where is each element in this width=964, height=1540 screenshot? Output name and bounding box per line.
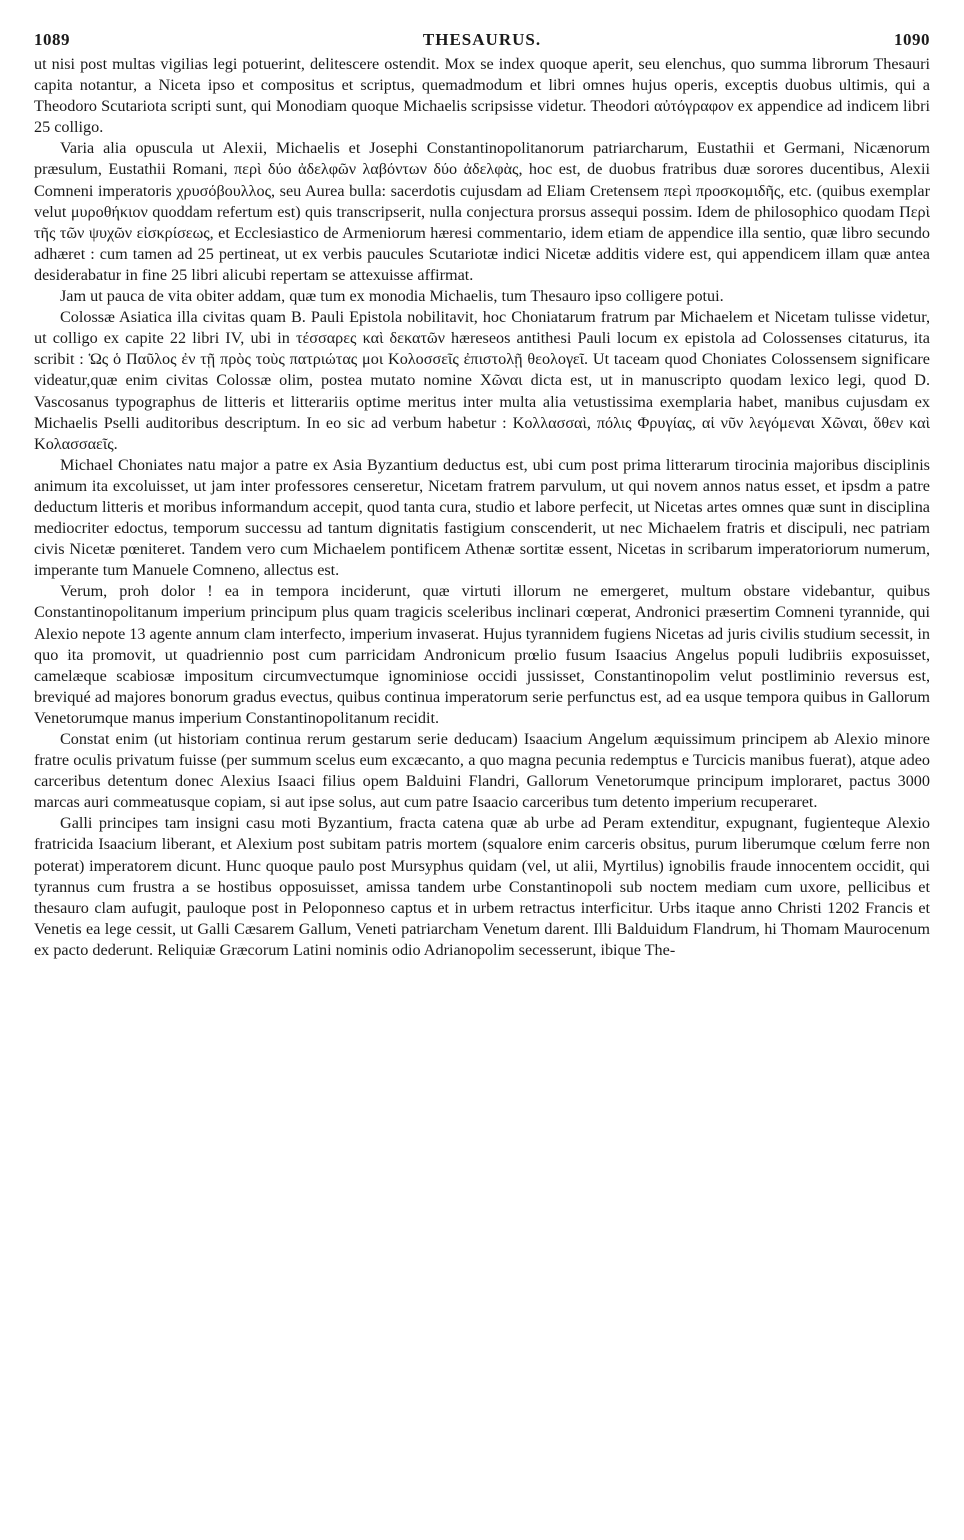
- paragraph-1: ut nisi post multas vigilias legi potuerint, delitescere ostendit. Mox se index quoque aperit, seu elenchus, quo summa librorum Thesauri capita notantur, a Niceta ipso et compositus et scriptus, quemadmodum et libri omnes hujus operis, exceptis duobus ultimis, qui a Theodoro Scutariota scripti sunt, qui Monodiam quoque Michaelis scripsisse videtur. Theodori αὐτόγραφον ex appendice ad indicem libri 25 colligo.: [34, 55, 930, 137]
- paragraph-3: Jam ut pauca de vita obiter addam, quæ tum ex monodia Michaelis, tum Thesauro ipso colligere potui.: [60, 287, 724, 306]
- right-page-number: 1090: [893, 30, 930, 49]
- paragraph-7: Constat enim (ut historiam continua rerum gestarum serie deducam) Isaacium Angelum æquissimum principem ab Alexio minore fratre oculis privatum fuisse (per summum scelus eum excæcanto, a quo magna pecunia redemptus e Turcicis manibus fuerat), atque adeo carceribus detentum donec Alexius Isaaci filius opem Balduini Flandri, Gallorum Venetorumque principum imploraret, pactus 3000 marcas auri commeatusque copiam, si aut ipse solus, aut cum patre Isaacio carceribus tum detento imperium recuperaret.: [34, 730, 930, 812]
- paragraph-4: Colossæ Asiatica illa civitas quam B. Pauli Epistola nobilitavit, hoc Choniatarum fratrum par Michaelem et Nicetam tulisse videtur, ut colligo ex capite 22 libri IV, ubi in τέσσαρες καὶ δεκατῶν hæreseos antithesi Pauli locum ex epistola ad Colossenses citaturus, ita scribit : Ὡς ὁ Παῦλος ἐν τῇ πρὸς τοὺς πατριώτας μοι Κολοσσεῖς ἐπιστολῇ θεολογεῖ. Ut taceam quod Choniates Colossensem significare videatur,quæ enim civitas Colossæ olim, postea mutato nomine Χῶναι dicta est, ut in manuscripto quodam lexico legi, quod D. Vascosanus typographus de litteris et litterariis optime meritus inter multa alia vetustissima exemplaria habet, manibus cujusdam ex Michaelis Pselli auditoribus descriptum. In eo sic ad verbum habetur : Κολλασσαὶ, πόλις Φρυγίας, αἱ νῦν λεγόμεναι Χῶναι, ὅθεν καὶ Κολασσαεῖς.: [34, 308, 930, 453]
- left-page-number: 1089: [34, 30, 70, 49]
- paragraph-8: Galli principes tam insigni casu moti Byzantium, fracta catena quæ ab urbe ad Peram extenditur, expugnant, fugienteque Alexio fratricida Isaacium liberant, et Alexium post subitam patris mortem (squalore enim carceris obsitus, purum liberumque cœlum ferre non poterat) imperatorem dicunt. Hunc quoque paulo post Mursyphus quidam (vel, ut alii, Myrtilus) ignobilis fraude innocentem occidit, qui tyrannus cum frustra a se hostibus opposuisset, amissa tandem urbe Constantinopoli sub noctem mediam cum uxore, pellicibus et thesauro clam aufugit, pauloque post in Peloponneso captus et in urbem retractus interficitur. Urbs itaque anno Christi 1202 Francis et Venetis ea lege cessit, ut Galli Cæsarem Gallum, Veneti patriarcham Venetum darent. Illi Balduidum Flandrum, hi Thomam Maurocenum ex pacto dederunt. Reliquiæ Græcorum Latini nominis odio Adrianopolim secesserunt, ibique The-: [34, 814, 930, 959]
- page-body: [34, 54, 930, 961]
- paragraph-6: Verum, proh dolor ! ea in tempora inciderunt, quæ virtuti illorum ne emergeret, multum obstare videbantur, quibus Constantinopolitanum imperium principum plus quam tragicis sceleribus inclinari cœperat, Andronici præsertim Comneni tyrannide, qui Alexio nepote 13 agente annum clam interfecto, imperium invaserat. Hujus tyrannidem fugiens Nicetas ad juris civilis studium secessit, in quo ita promovit, ut quadriennio post cum parricidam Andronicum prœlio fusum Isaacius Angelus populi ludibriis exposuisset, camelæque scabiosæ impositum circumvectumque ignominiose occidi jussisset, Constantinopolim velut postliminio reversus est, breviqué ad majores bonorum gradus evectus, quibus continua imperatorum serie perfunctus est, ad ea usque tempora quibus in Gallorum Venetorumque manus imperium Constantinopolitanum recidit.: [34, 582, 930, 727]
- page-header: [34, 30, 930, 50]
- running-title: THESAURUS.: [422, 30, 542, 49]
- paragraph-5: Michael Choniates natu major a patre ex Asia Byzantium deductus est, ubi cum post prima litterarum tirocinia majoribus disciplinis animum ita excoluisset, ut jam inter professores censeretur, Nicetam fratrem parvulum, ut qui novem annos natus esset, et ipsdm a patre deductum litteris et moribus informandum accepit, quod tanta cura, studio et labore perfecit, ut Nicetas artes omnes quæ sunt in disciplina mediocriter edoctus, temporum successu ad tantum dignitatis fastigium conscenderit, ut nec Michaelem fratris et discipuli, nec patriam civis Nicetæ pœniteret. Tandem vero cum Michaelem pontificem Athenæ sortitæ essent, Nicetas in scribarum imperatoriorum numerum, imperante tum Manuele Comneno, allectus est.: [34, 455, 930, 580]
- book-page: [34, 30, 930, 961]
- paragraph-2: Varia alia opuscula ut Alexii, Michaelis et Josephi Constantinopolitanorum patriarcharum, Eustathii et Germani, Nicænorum præsulum, Eustathii Romani, περὶ δύο ἀδελφῶν λαβόντων δύο ἀδελφὰς, hoc est, de duobus fratribus duæ sorores ducentibus, Alexii Comneni imperatoris χρυσόβουλλος, seu Aurea bulla: sacerdotis cujusdam ad Eliam Cretensem περὶ προσκομιδῆς, etc. (quibus exemplar velut μυροθήκιον quoddam refertum est) quis transcripserit, nulla conjectura prorsus assequi possim. Idem de philosophico quodam Περὶ τῆς τῶν ψυχῶν εἰσκρίσεως, et Ecclesiastico de Armeniorum hæresi commentario, idem etiam de appendice illa sentio, quæ libro secundo adhæret : cum tamen ad 25 pertineat, ut ex verbis paucules Scutariotæ indici Nicetæ additis videre est, qui appendicem illam quæ antea desiderabatur in fine 25 libri alicubi repertam se attexuisse affirmat.: [34, 139, 930, 284]
